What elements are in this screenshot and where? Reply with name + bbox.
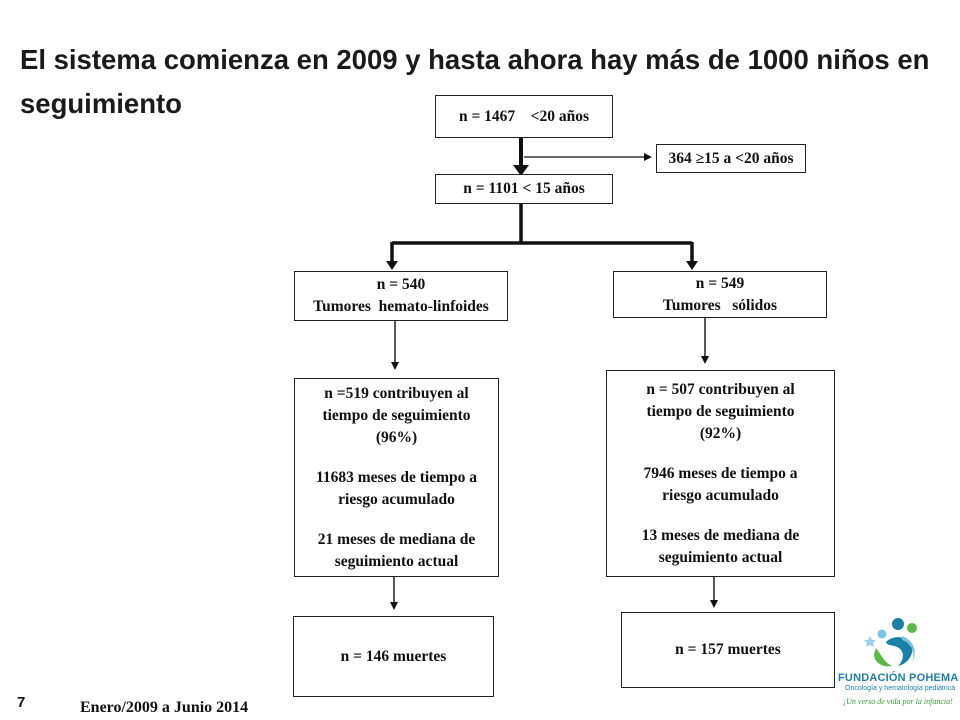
arrowhead-right bbox=[686, 261, 698, 270]
logo-slogan: ¡Un verso de vida por la infancia! bbox=[843, 697, 953, 706]
solidos-label: Tumores sólidos bbox=[662, 296, 778, 314]
arrowhead-left bbox=[386, 261, 398, 270]
solidos-median-line2: seguimiento actual bbox=[658, 548, 783, 566]
box-solidos-followup bbox=[606, 370, 835, 577]
box-under15 bbox=[435, 174, 613, 204]
hemato-follow-pct: (96%) bbox=[375, 428, 418, 446]
hemato-risk-line1: 11683 meses de tiempo a bbox=[315, 468, 477, 486]
box-hemato-deaths bbox=[293, 616, 494, 697]
hemato-median-line2: seguimiento actual bbox=[334, 552, 459, 570]
solidos-deaths-text: n = 157 muertes bbox=[675, 641, 781, 658]
box-solidos-deaths bbox=[621, 612, 835, 688]
box-excluded-15-20 bbox=[656, 144, 806, 173]
box-total-under20 bbox=[435, 95, 613, 138]
solidos-risk-line1: 7946 meses de tiempo a bbox=[643, 464, 798, 482]
hemato-follow-line2: tiempo de seguimiento bbox=[322, 406, 471, 424]
hemato-n: n = 540 bbox=[376, 276, 426, 293]
box-hemato-followup bbox=[294, 378, 499, 577]
solidos-median-line1: 13 meses de mediana de bbox=[641, 526, 800, 544]
hemato-risk-line2: riesgo acumulado bbox=[338, 490, 455, 508]
solidos-risk-line2: riesgo acumulado bbox=[662, 486, 779, 504]
box-under15-text: n = 1101 < 15 años bbox=[463, 180, 585, 197]
solidos-follow-line2: tiempo de seguimiento bbox=[646, 402, 795, 420]
solidos-follow-pct: (92%) bbox=[699, 424, 742, 442]
page-number: 7 bbox=[17, 694, 26, 711]
box-total-text: n = 1467 <20 años bbox=[458, 107, 590, 125]
box-hemato bbox=[294, 271, 508, 321]
hemato-median-line1: 21 meses de mediana de bbox=[317, 530, 476, 548]
logo-name: FUNDACIÓN POHEMA bbox=[838, 672, 959, 684]
logo-subtitle: Oncología y hematología pediátrica bbox=[845, 685, 956, 692]
hemato-follow-line1: n =519 contribuyen al bbox=[324, 384, 469, 402]
hemato-deaths-text: n = 146 muertes bbox=[340, 647, 447, 665]
footer-date-range: Enero/2009 a Junio 2014 bbox=[80, 699, 249, 716]
box-excluded-text: 364 ≥15 a <20 años bbox=[668, 149, 794, 167]
slide-title: El sistema comienza en 2009 y hasta ahora hay más de 1000 niños en seguimiento bbox=[20, 44, 930, 119]
box-solidos bbox=[613, 271, 827, 318]
solidos-n: n = 549 bbox=[695, 274, 745, 292]
solidos-follow-line1: n = 507 contribuyen al bbox=[646, 380, 795, 398]
hemato-label: Tumores hemato-linfoides bbox=[313, 298, 489, 315]
